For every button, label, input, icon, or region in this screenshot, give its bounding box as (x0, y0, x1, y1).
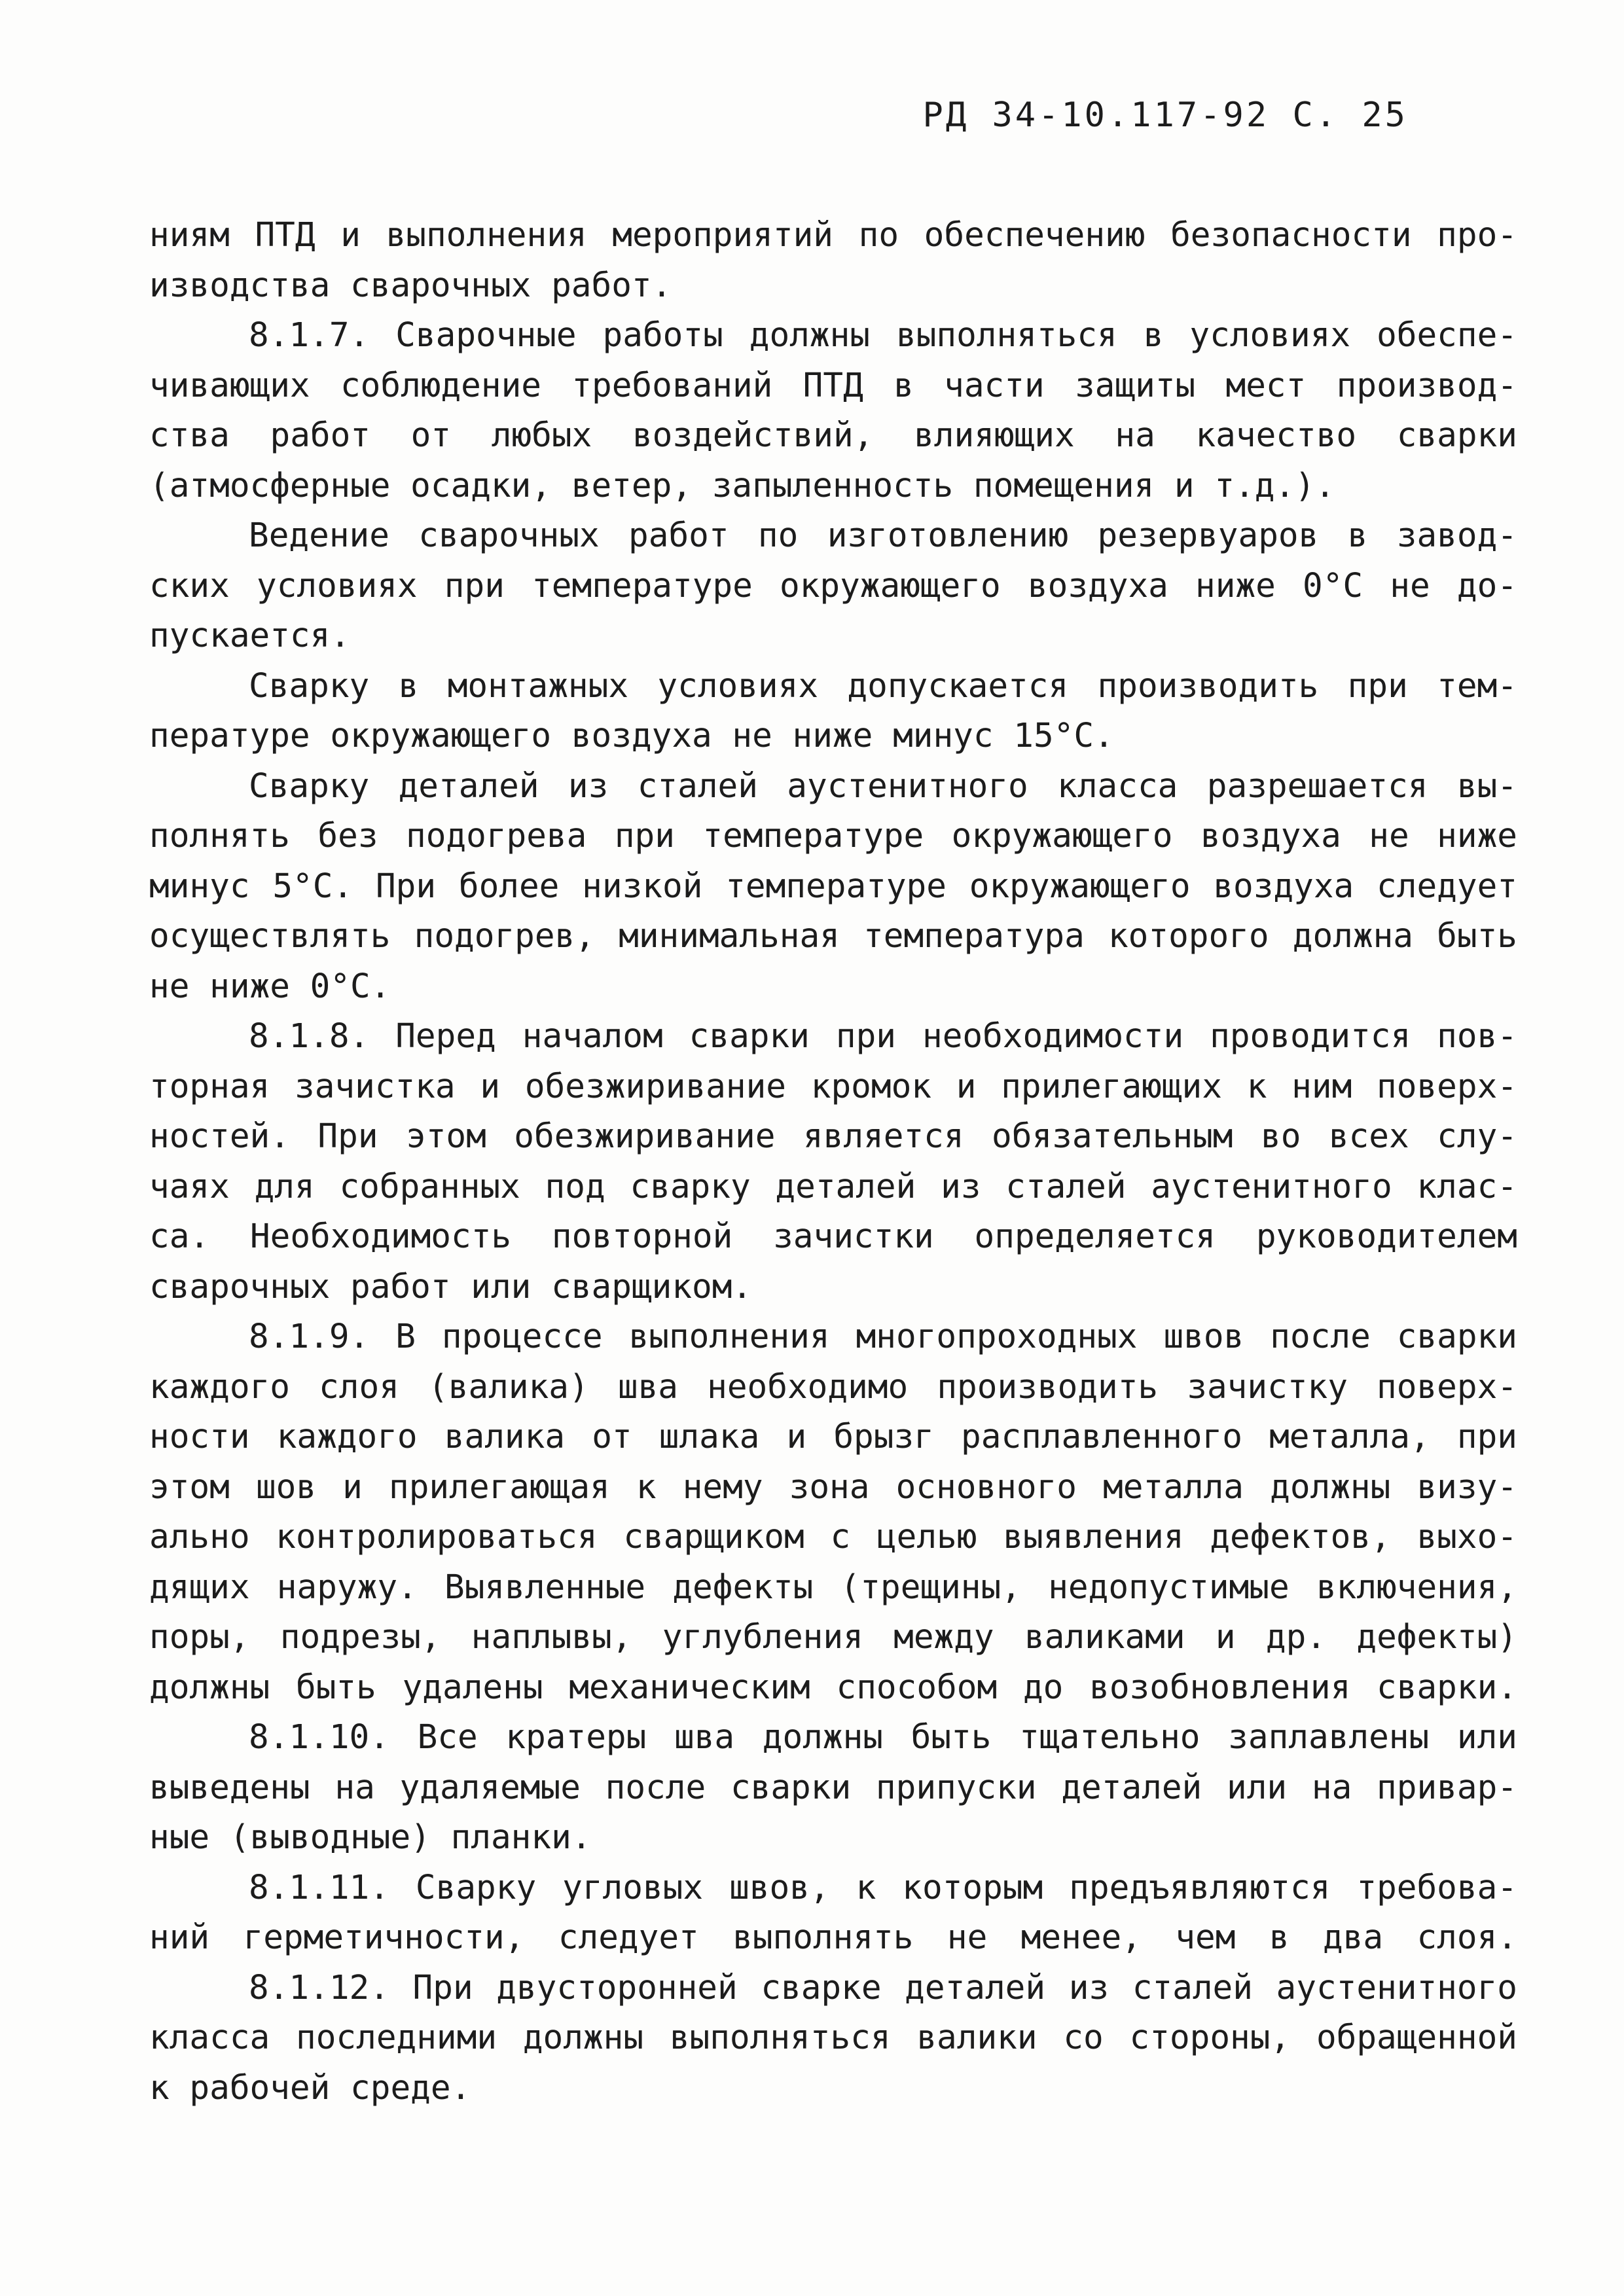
text-line: 8.1.10. Все кратеры шва должны быть тщательно заплавлены или (249, 1718, 1517, 1757)
text-line: ниям ПТД и выполнения мероприятий по обеспечению безопасности про- (149, 216, 1517, 255)
text-line: ства работ от любых воздействий, влияющих на качество сварки (149, 416, 1517, 455)
text-line: каждого слоя (валика) шва необходимо производить зачистку поверх- (149, 1367, 1517, 1407)
text-line: ности каждого валика от шлака и брызг расплавленного металла, при (149, 1418, 1517, 1456)
text-line: поры, подрезы, наплывы, углубления между валиками и др. дефекты) (149, 1618, 1517, 1657)
text-line: 8.1.11. Сварку угловых швов, к которым предъявляются требова- (249, 1868, 1517, 1907)
page-number: С. 25 (1292, 96, 1408, 135)
text-line: ностей. При этом обезжиривание является обязательным во всех слу- (149, 1117, 1517, 1156)
text-line: (атмосферные осадки, ветер, запыленность помещения и т.д.). (149, 466, 1335, 505)
text-line: этом шов и прилегающая к нему зона основного металла должны визу- (149, 1467, 1517, 1507)
running-header (922, 96, 1408, 135)
text-line: 8.1.9. В процессе выполнения многопроходных швов после сварки (249, 1318, 1517, 1356)
text-line: торная зачистка и обезжиривание кромок и прилегающих к ним поверх- (149, 1067, 1517, 1106)
text-line: ально контролироваться сварщиком с целью выявления дефектов, выхо- (149, 1518, 1517, 1556)
text-line: ских условиях при температуре окружающего воздуха ниже 0°С не до- (149, 566, 1517, 605)
text-line: 8.1.12. При двусторонней сварке деталей из сталей аустенитного (249, 1968, 1517, 2007)
text-line: осуществлять подогрев, минимальная температура которого должна быть (149, 917, 1517, 956)
text-line: пускается. (149, 617, 351, 655)
text-line: ные (выводные) планки. (149, 1818, 592, 1857)
text-line: са. Необходимость повторной зачистки определяется руководителем (149, 1217, 1517, 1256)
text-line: не ниже 0°С. (149, 967, 391, 1006)
document-code: РД 34-10.117-92 (922, 96, 1270, 135)
text-line: 8.1.8. Перед началом сварки при необходимости проводится пов- (249, 1017, 1517, 1056)
text-line: Сварку в монтажных условиях допускается производить при тем- (249, 666, 1517, 706)
text-line: сварочных работ или сварщиком. (149, 1267, 753, 1306)
text-line: Ведение сварочных работ по изготовлению резервуаров в завод- (249, 516, 1517, 555)
text-line: должны быть удалены механическим способом до возобновления сварки. (149, 1668, 1517, 1707)
text-line: чаях для собранных под сварку деталей из сталей аустенитного клас- (149, 1167, 1517, 1206)
text-line: 8.1.7. Сварочные работы должны выполняться в условиях обеспе- (249, 316, 1517, 355)
text-line: полнять без подогрева при температуре окружающего воздуха не ниже (149, 817, 1517, 855)
text-line: минус 5°С. При более низкой температуре окружающего воздуха следует (149, 867, 1517, 906)
text-line: чивающих соблюдение требований ПТД в части защиты мест производ- (149, 366, 1517, 405)
text-line: пературе окружающего воздуха не ниже минус 15°С. (149, 717, 1114, 755)
text-line: дящих наружу. Выявленные дефекты (трещины, недопустимые включения, (149, 1568, 1517, 1607)
text-line: ний герметичности, следует выполнять не менее, чем в два слоя. (149, 1918, 1517, 1957)
text-line: выведены на удаляемые после сварки припуски деталей или на привар- (149, 1768, 1517, 1807)
text-line: изводства сварочных работ. (149, 266, 672, 305)
text-line: Сварку деталей из сталей аустенитного класса разрешается вы- (249, 766, 1517, 806)
text-line: к рабочей среде. (149, 2068, 471, 2108)
text-line: класса последними должны выполняться валики со стороны, обращенной (149, 2018, 1517, 2057)
body-text (149, 211, 1517, 2113)
